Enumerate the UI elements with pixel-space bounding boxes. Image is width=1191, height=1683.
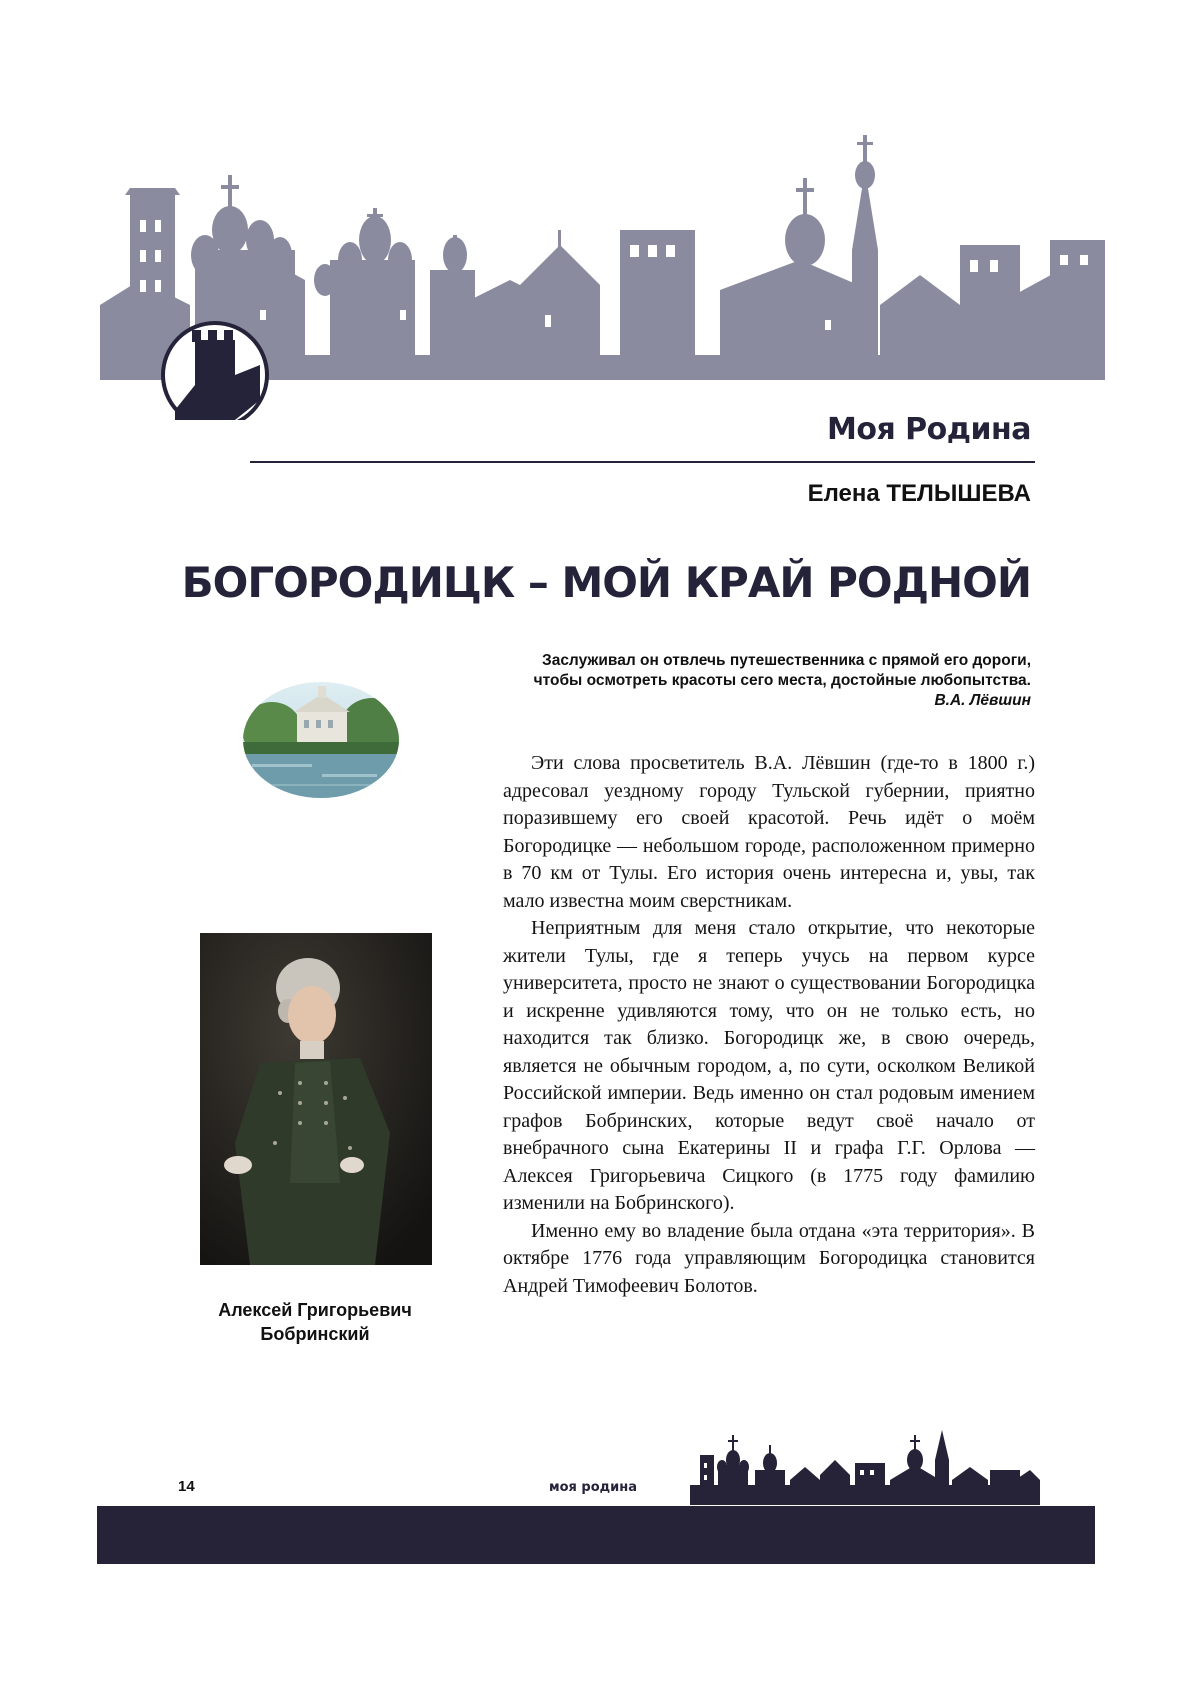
footer-magazine-name: моя родина: [549, 1480, 638, 1495]
article-body: [503, 750, 1035, 1300]
epigraph: [471, 651, 1031, 711]
epigraph-line: чтобы осмотреть красоты сего места, достойные любопытства.: [533, 672, 1031, 689]
page-number: 14: [178, 1478, 195, 1495]
city-skyline-illustration: [100, 130, 1105, 420]
epigraph-attribution: В.А. Лёвшин: [934, 692, 1031, 709]
footer-skyline-illustration: [690, 1425, 1040, 1505]
body-paragraph: Неприятным для меня стало открытие, что некоторые жители Тулы, где я теперь учусь на первом курсе университета, просто не знают о существовании Богородицка и искренне удивляются тому, что он не только есть, но находится так близко. Богородицк же, в свою очередь, является не обычным городом, а, по сути, осколком Великой Российской империи. Ведь именно он стал родовым имением графов Бобринских, которые ведут своё начало от внебрачного сына Екатерины II и графа Г.Г. Орлова — Алексея Григорьевича Сицкого (в 1775 году фамилию изменили на Бобринского).: [503, 917, 1035, 1214]
header-rule: [250, 461, 1035, 463]
portrait-painting: [200, 933, 432, 1265]
manor-painting: [242, 680, 400, 800]
body-paragraph: Эти слова просветитель В.А. Лёвшин (где-то в 1800 г.) адресовал уездному городу Тульской губернии, приятно поразившему его своей красотой. Речь идёт о моём Богородицке — небольшом городе, расположенном примерно в 70 км от Тулы. Его история очень интересна и, увы, так мало известна моим сверстникам.: [503, 752, 1035, 912]
article-title: БОГОРОДИЦК – МОЙ КРАЙ РОДНОЙ: [181, 558, 1031, 607]
epigraph-line: Заслуживал он отвлечь путешественника с прямой его дороги,: [541, 652, 1031, 669]
article-author: Елена ТЕЛЫШЕВА: [807, 480, 1031, 507]
footer-band: [97, 1506, 1095, 1564]
portrait-caption: Алексей Григорьевич Бобринский: [218, 1300, 412, 1344]
section-rubric: Моя Родина: [827, 412, 1031, 447]
body-paragraph: Именно ему во владение была отдана «эта территория». В октябре 1776 года управляющим Богородицка становится Андрей Тимофеевич Болотов.: [503, 1219, 1035, 1297]
